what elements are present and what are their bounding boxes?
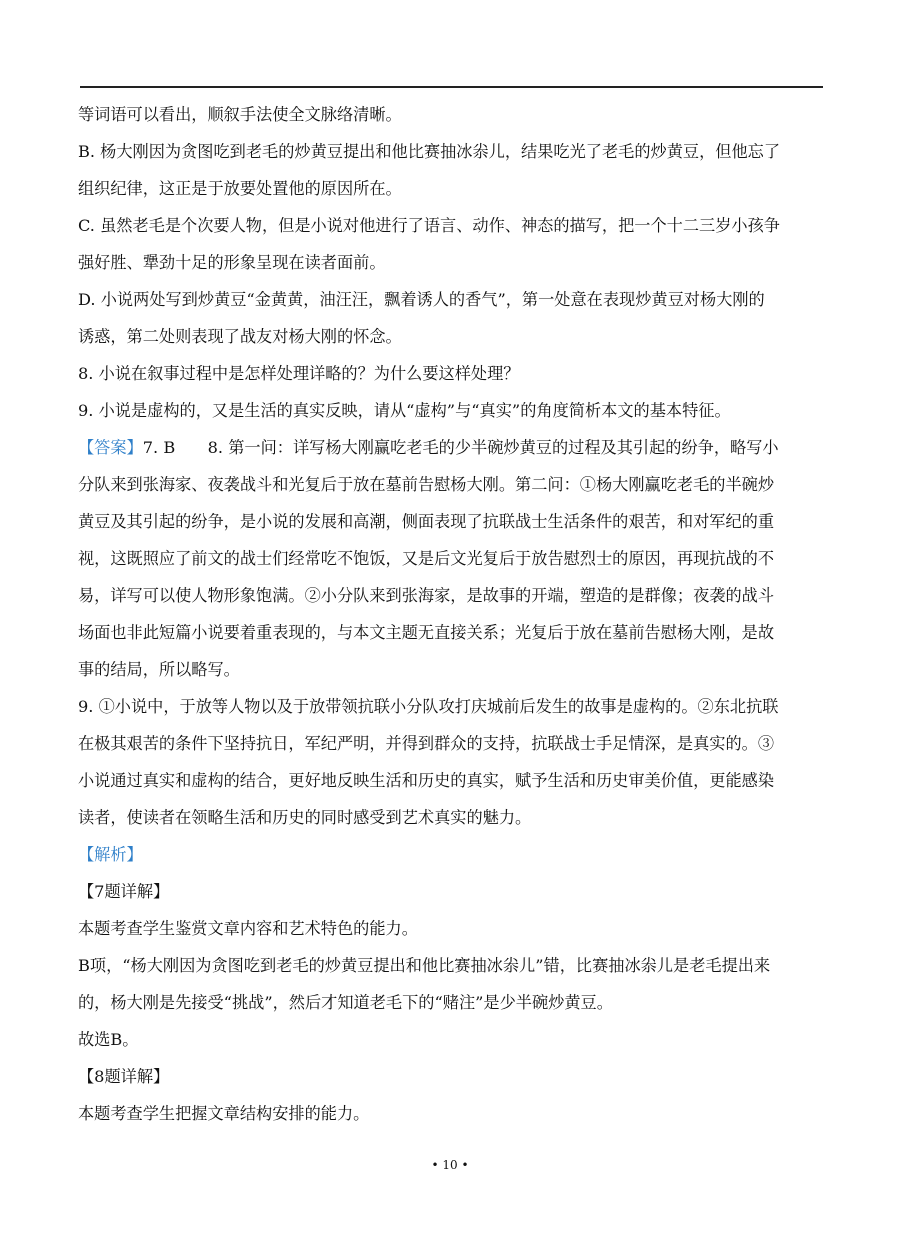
text-line [78, 1058, 824, 1095]
line-text: 黄豆及其引起的纷争，是小说的发展和高潮，侧面表现了抗联战士生活条件的艰苦，和对军纪的重 [78, 512, 775, 531]
text-line [78, 466, 824, 503]
text-line [78, 651, 824, 688]
text-line [78, 1095, 824, 1132]
text-line [78, 873, 824, 910]
line-text: 读者，使读者在领略生活和历史的同时感受到艺术真实的魅力。 [78, 808, 532, 827]
text-line [78, 207, 824, 244]
line-text: 诱惑，第二处则表现了战友对杨大刚的怀念。 [78, 327, 402, 346]
text-line [78, 725, 824, 762]
text-line [78, 910, 824, 947]
line-text: 分队来到张海家、夜袭战斗和光复后于放在墓前告慰杨大刚。第二问：①杨大刚赢吃老毛的半碗炒 [78, 475, 775, 494]
section-tag: 【解析】 [78, 845, 143, 864]
top-rule [80, 86, 823, 88]
line-text: 等词语可以看出，顺叙手法使全文脉络清晰。 [78, 105, 402, 124]
text-line [78, 799, 824, 836]
line-text: 【7题详解】 [78, 882, 170, 901]
line-text: 事的结局，所以略写。 [78, 660, 240, 679]
line-text: 强好胜、犟劲十足的形象呈现在读者面前。 [78, 253, 386, 272]
section-tag: 【答案】 [78, 438, 143, 457]
line-text: 易，详写可以使人物形象饱满。②小分队来到张海家，是故事的开端，塑造的是群像；夜袭的战斗 [78, 586, 775, 605]
line-text: B. 杨大刚因为贪图吃到老毛的炒黄豆提出和他比赛抽冰尜儿，结果吃光了老毛的炒黄豆，但他忘了 [78, 142, 781, 161]
line-text: 9. 小说是虚构的，又是生活的真实反映，请从“虚构”与“真实”的角度简析本文的基本特征。 [78, 401, 731, 420]
text-line [78, 614, 824, 651]
line-text: 本题考查学生鉴赏文章内容和艺术特色的能力。 [78, 919, 418, 938]
text-line [78, 392, 824, 429]
line-text: 9. ①小说中，于放等人物以及于放带领抗联小分队攻打庆城前后发生的故事是虚构的。②东北抗联 [78, 697, 779, 716]
line-text: 7. B 8. 第一问：详写杨大刚赢吃老毛的少半碗炒黄豆的过程及其引起的纷争，略写小 [142, 438, 779, 457]
line-text: D. 小说两处写到炒黄豆“金黄黄，油汪汪，飘着诱人的香气”，第一处意在表现炒黄豆对杨大刚的 [78, 290, 765, 309]
document-body [78, 96, 824, 1132]
text-line [78, 540, 824, 577]
line-text: 组织纪律，这正是于放要处置他的原因所在。 [78, 179, 402, 198]
text-line [78, 170, 824, 207]
line-text: 故选B。 [78, 1030, 139, 1049]
text-line [78, 836, 824, 873]
text-line [78, 1021, 824, 1058]
text-line [78, 762, 824, 799]
line-text: 小说通过真实和虚构的结合，更好地反映生活和历史的真实，赋予生活和历史审美价值，更能感染 [78, 771, 775, 790]
line-text: 场面也非此短篇小说要着重表现的，与本文主题无直接关系；光复后于放在墓前告慰杨大刚，是故 [78, 623, 775, 642]
line-text: 视，这既照应了前文的战士们经常吃不饱饭，又是后文光复后于放告慰烈士的原因，再现抗战的不 [78, 549, 775, 568]
text-line [78, 355, 824, 392]
text-line [78, 984, 824, 1021]
text-line [78, 96, 824, 133]
text-line [78, 133, 824, 170]
line-text: 本题考查学生把握文章结构安排的能力。 [78, 1104, 370, 1123]
line-text: 在极其艰苦的条件下坚持抗日，军纪严明，并得到群众的支持，抗联战士手足情深，是真实的。③ [78, 734, 775, 753]
text-line [78, 281, 824, 318]
line-text: 【8题详解】 [78, 1067, 170, 1086]
line-text: 8. 小说在叙事过程中是怎样处理详略的？为什么要这样处理？ [78, 364, 520, 383]
text-line [78, 503, 824, 540]
line-text: C. 虽然老毛是个次要人物，但是小说对他进行了语言、动作、神态的描写，把一个十二三岁小孩争 [78, 216, 780, 235]
text-line [78, 429, 824, 466]
page-number: • 10 • [431, 1158, 469, 1172]
text-line [78, 688, 824, 725]
line-text: 的，杨大刚是先接受“挑战”，然后才知道老毛下的“赌注”是少半碗炒黄豆。 [78, 993, 613, 1012]
text-line [78, 244, 824, 281]
text-line [78, 947, 824, 984]
line-text: B项，“杨大刚因为贪图吃到老毛的炒黄豆提出和他比赛抽冰尜儿”错，比赛抽冰尜儿是老毛提出来 [78, 956, 771, 975]
text-line [78, 577, 824, 614]
text-line [78, 318, 824, 355]
